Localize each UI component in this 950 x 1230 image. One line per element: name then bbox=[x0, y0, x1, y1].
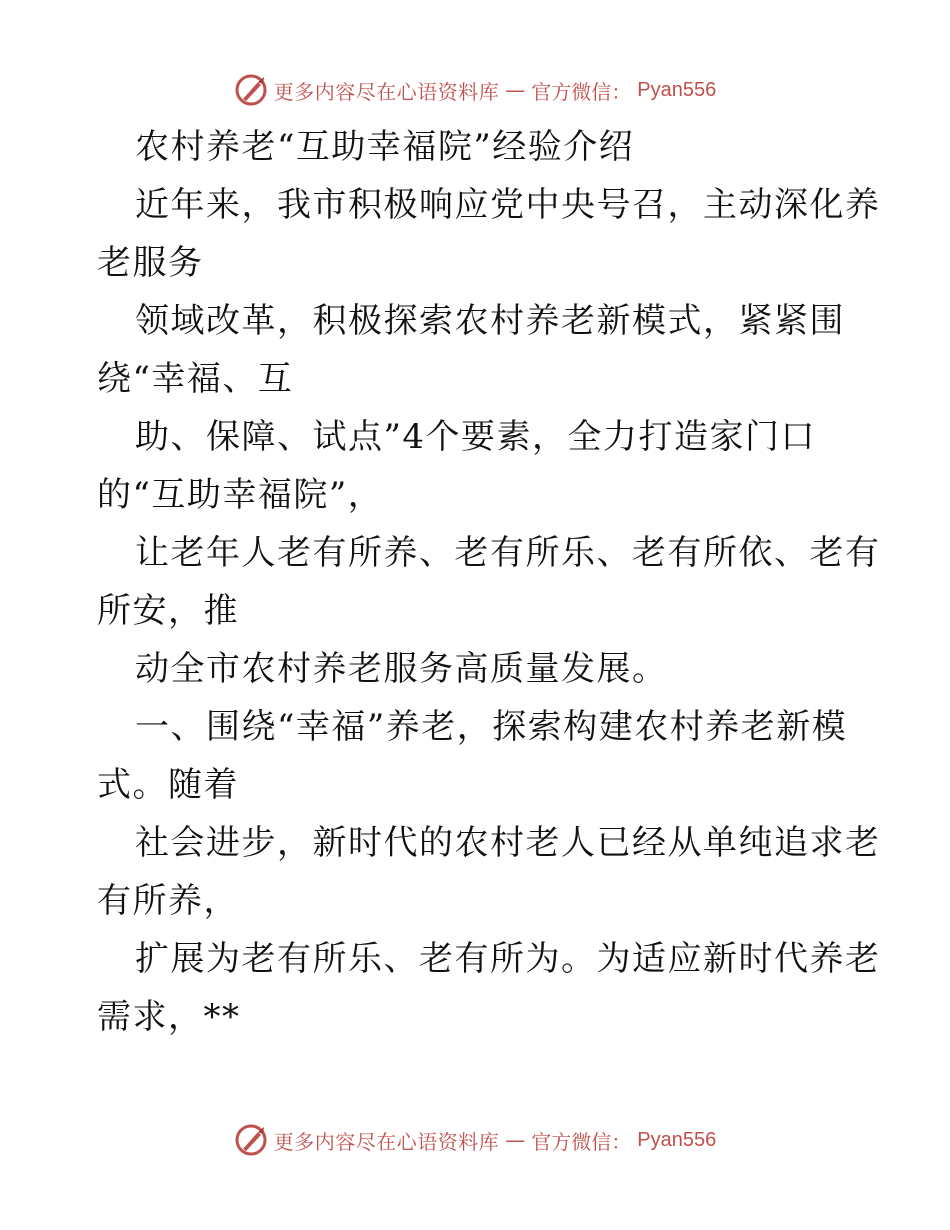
text-line: 需求，** bbox=[97, 997, 241, 1037]
watermark-wechat-label: 官方微信： bbox=[531, 1129, 632, 1154]
text-line: 让老年人老有所养、老有所乐、老有所依、老有 bbox=[135, 533, 881, 573]
text-line: 助、保障、试点”4个要素，全力打造家门口 bbox=[135, 417, 817, 457]
footer-watermark bbox=[0, 1120, 950, 1160]
text-line: 式。随着 bbox=[97, 765, 239, 805]
text-line: 老服务 bbox=[97, 243, 204, 283]
text-line: 近年来，我市积极响应党中央号召，主动深化养 bbox=[135, 185, 881, 225]
text-line: 有所养， bbox=[97, 881, 239, 921]
text-line: 所安，推 bbox=[97, 591, 239, 631]
watermark-wechat-id: Pyan556 bbox=[637, 78, 717, 101]
text-line: 绕“幸福、互 bbox=[97, 359, 294, 399]
text-line: 的“互助幸福院”， bbox=[97, 475, 384, 515]
section-heading-line: 一、围绕“幸福”养老，探索构建农村养老新模 bbox=[135, 707, 848, 747]
quill-pen-circle-icon bbox=[234, 73, 268, 107]
document-body bbox=[97, 118, 881, 1046]
document-title: 农村养老“互助幸福院”经验介绍 bbox=[135, 127, 635, 167]
watermark-separator: — bbox=[505, 1128, 526, 1152]
watermark-wechat-label: 官方微信： bbox=[531, 79, 632, 104]
quill-pen-circle-icon bbox=[234, 1123, 268, 1157]
watermark-site-text: 更多内容尽在心语资料库 bbox=[273, 1129, 500, 1154]
text-line: 社会进步，新时代的农村老人已经从单纯追求老 bbox=[135, 823, 881, 863]
header-watermark bbox=[0, 70, 950, 110]
text-line: 扩展为老有所乐、老有所为。为适应新时代养老 bbox=[135, 939, 881, 979]
text-line: 动全市农村养老服务高质量发展。 bbox=[135, 649, 668, 689]
text-line: 领域改革，积极探索农村养老新模式，紧紧围 bbox=[135, 301, 845, 341]
watermark-site-text: 更多内容尽在心语资料库 bbox=[273, 79, 500, 104]
watermark-separator: — bbox=[505, 78, 526, 102]
watermark-wechat-id: Pyan556 bbox=[637, 1128, 717, 1151]
